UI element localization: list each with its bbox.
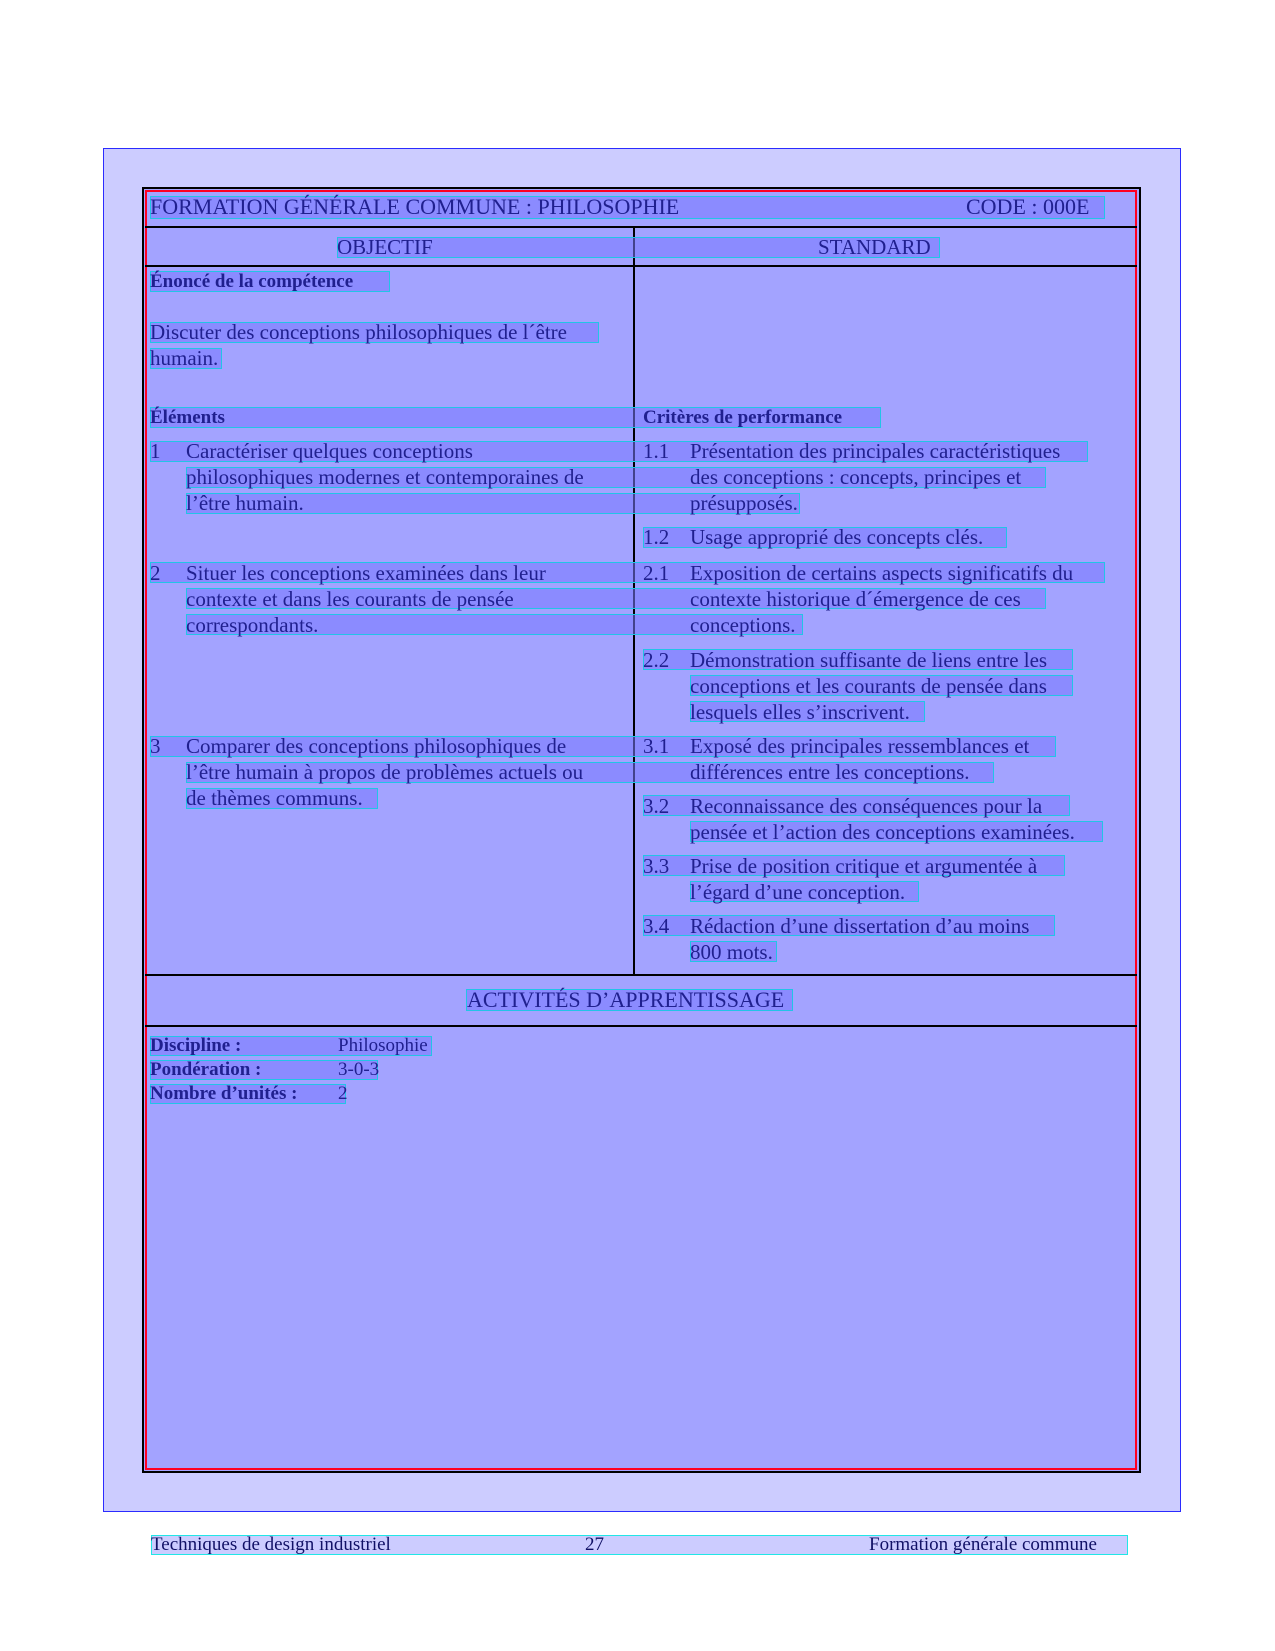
column-heading-standard: STANDARD <box>818 235 931 259</box>
competence-statement-line1: Discuter des conceptions philosophiques de l´être <box>150 320 567 344</box>
activities-heading: ACTIVITÉS D’APPRENTISSAGE <box>467 987 785 1012</box>
discipline-value: Philosophie <box>338 1035 428 1056</box>
criterion-text-line: des conceptions : concepts, principes et <box>690 465 1022 489</box>
page-number: 27 <box>585 1534 604 1555</box>
element-number: 3 <box>150 734 161 758</box>
element-text-line: Situer les conceptions examinées dans leur <box>186 561 546 585</box>
criterion-text-line: l’égard d’une conception. <box>690 880 906 904</box>
element-text-line: Comparer des conceptions philosophiques de <box>186 734 567 758</box>
criterion-number: 3.2 <box>643 794 670 818</box>
criterion-text-line: présupposés. <box>690 491 798 515</box>
ponderation-value: 3-0-3 <box>338 1059 380 1080</box>
criterion-text-line: 800 mots. <box>690 940 773 964</box>
criterion-text-line: Usage approprié des concepts clés. <box>690 525 984 549</box>
element-text-line: Caractériser quelques conceptions <box>186 439 473 463</box>
columns-divider <box>145 265 1137 267</box>
ponderation-label: Pondération : <box>150 1059 262 1080</box>
element-text-line: contexte et dans les courants de pensée <box>186 587 514 611</box>
element-text-line: philosophiques modernes et contemporaines de <box>186 465 584 489</box>
criterion-number: 1.1 <box>643 439 670 463</box>
column-heading-objectif: OBJECTIF <box>337 235 433 259</box>
discipline-label: Discipline : <box>150 1035 242 1056</box>
element-text-line: correspondants. <box>186 613 319 637</box>
criterion-text-line: pensée et l’action des conceptions examinées. <box>690 820 1075 844</box>
criterion-text-line: Exposition de certains aspects significatifs du <box>690 561 1074 585</box>
criterion-text-line: différences entre les conceptions. <box>690 760 970 784</box>
activities-top-divider <box>145 974 1137 976</box>
element-text-line: de thèmes communs. <box>186 786 363 810</box>
criterion-text-line: conceptions et les courants de pensée dans <box>690 674 1047 698</box>
footer-program: Techniques de design industriel <box>151 1534 391 1555</box>
footer-section: Formation générale commune <box>869 1534 1097 1555</box>
criterion-number: 1.2 <box>643 525 670 549</box>
units-label: Nombre d’unités : <box>150 1083 298 1104</box>
criterion-text-line: Démonstration suffisante de liens entre les <box>690 648 1048 672</box>
criterion-text-line: Reconnaissance des conséquences pour la <box>690 794 1043 818</box>
course-code: CODE : 000E <box>966 194 1090 219</box>
criterion-number: 2.1 <box>643 561 670 585</box>
criterion-text-line: Rédaction d’une dissertation d’au moins <box>690 914 1030 938</box>
competence-statement-line2: humain. <box>150 346 219 370</box>
element-number: 1 <box>150 439 161 463</box>
element-text-line: l’être humain. <box>186 491 304 515</box>
criterion-number: 2.2 <box>643 648 670 672</box>
criterion-text-line: Exposé des principales ressemblances et <box>690 734 1030 758</box>
competence-heading: Énoncé de la compétence <box>150 271 354 292</box>
criterion-number: 3.1 <box>643 734 670 758</box>
criterion-text-line: Prise de position critique et argumentée à <box>690 854 1038 878</box>
page-title: FORMATION GÉNÉRALE COMMUNE : PHILOSOPHIE <box>150 194 680 219</box>
criterion-text-line: lesquels elles s’inscrivent. <box>690 700 910 724</box>
criterion-number: 3.4 <box>643 914 670 938</box>
criterion-text-line: Présentation des principales caractéristiques <box>690 439 1061 463</box>
element-text-line: l’être humain à propos de problèmes actuels ou <box>186 760 584 784</box>
header-divider <box>145 226 1137 228</box>
criterion-number: 3.3 <box>643 854 670 878</box>
activities-bottom-divider <box>145 1025 1137 1027</box>
criterion-text-line: conceptions. <box>690 613 796 637</box>
elements-heading: Éléments <box>150 407 225 428</box>
criterion-text-line: contexte historique d´émergence de ces <box>690 587 1021 611</box>
element-number: 2 <box>150 561 161 585</box>
units-value: 2 <box>338 1083 348 1104</box>
criteria-heading: Critères de performance <box>643 407 843 428</box>
